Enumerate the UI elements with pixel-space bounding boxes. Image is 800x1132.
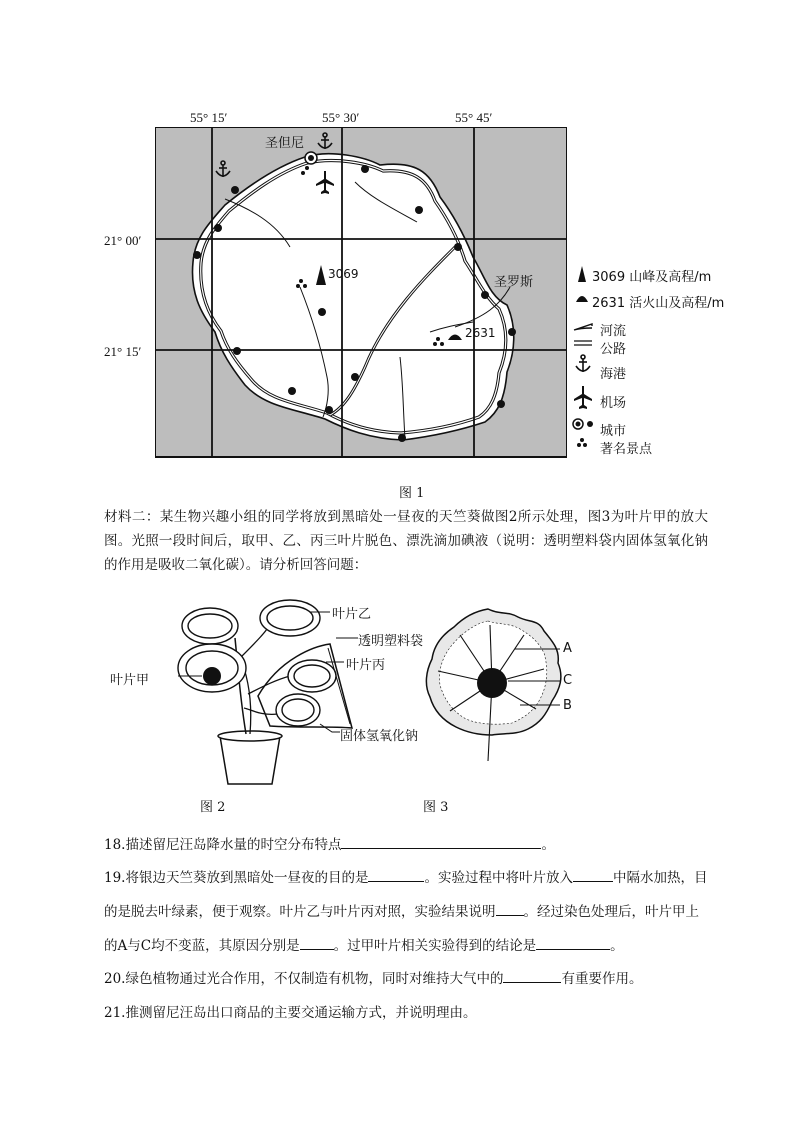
label-leaf-bing: 叶片丙 bbox=[346, 658, 386, 673]
q19-text-1: 19.将银边天竺葵放到黑暗处一昼夜的目的是 bbox=[104, 870, 369, 886]
q20-text: 20.绿色植物通过光合作用，不仅制造有机物，同时对维持大气中的 bbox=[104, 971, 504, 987]
legend-road-icon bbox=[574, 341, 592, 345]
legend-city: 城市 bbox=[600, 424, 627, 439]
legend-volcano: 2631 活火山及高程/m bbox=[592, 296, 725, 311]
q18-end: 。 bbox=[541, 837, 555, 853]
label-peak: 3069 bbox=[328, 267, 359, 281]
q19-blank-2[interactable] bbox=[573, 867, 613, 882]
plant-figure bbox=[140, 598, 410, 788]
q18-answer-blank[interactable] bbox=[341, 834, 541, 849]
label-plastic-bag: 透明塑料袋 bbox=[358, 634, 424, 649]
question-19-line-2 bbox=[104, 900, 699, 920]
legend-river-icon bbox=[574, 324, 592, 330]
question-19-line-3 bbox=[104, 934, 624, 954]
label-b: B bbox=[563, 698, 572, 713]
legend-airport-icon bbox=[574, 386, 592, 409]
figure-2-caption: 图 2 bbox=[200, 800, 226, 815]
flower-pot bbox=[220, 736, 280, 784]
legend-icons bbox=[570, 266, 594, 466]
q19-blank-5[interactable] bbox=[536, 935, 610, 950]
q19-text-4: 的是脱去叶绿素，便于观察。叶片乙与叶片丙对照，实验结果说明 bbox=[104, 904, 496, 920]
legend-airport: 机场 bbox=[600, 396, 627, 411]
legend-city-icon bbox=[573, 419, 593, 429]
label-leaf-jia: 叶片甲 bbox=[110, 673, 150, 688]
question-21: 21.推测留尼汪岛出口商品的主要交通运输方式，并说明理由。 bbox=[104, 1005, 477, 1021]
label-naoh: 固体氢氧化钠 bbox=[340, 729, 419, 744]
label-leaf-yi: 叶片乙 bbox=[332, 607, 372, 622]
figure-3-caption: 图 3 bbox=[423, 800, 449, 815]
q19-blank-4[interactable] bbox=[300, 935, 334, 950]
leaf-black-disc bbox=[477, 668, 507, 698]
material-2-paragraph: 材料二：某生物兴趣小组的同学将放到黑暗处一昼夜的天竺葵做图2所示处理，图3为叶片甲的放大图。光照一段时间后，取甲、乙、丙三叶片脱色、漂洗滴加碘液（说明：透明塑料袋内固体氢氧化钠的作用是吸收二氧化碳）。请分析回答问题： bbox=[104, 509, 708, 573]
q19-text-3: 中隔水加热，目 bbox=[612, 870, 708, 886]
q18-text: 18.描述留尼汪岛降水量的时空分布特点 bbox=[104, 837, 342, 853]
legend-road: 公路 bbox=[600, 342, 627, 357]
legend-peak: 3069 山峰及高程/m bbox=[592, 270, 712, 285]
leaf-jia-black-spot bbox=[203, 667, 221, 685]
lon-label-3: 55° 45′ bbox=[455, 110, 493, 125]
legend-scenic: 著名景点 bbox=[600, 442, 653, 457]
question-20 bbox=[104, 967, 642, 987]
island-map bbox=[155, 127, 567, 459]
q19-text-2: 。实验过程中将叶片放入 bbox=[424, 870, 573, 886]
q19-blank-1[interactable] bbox=[368, 867, 424, 882]
q20-blank[interactable] bbox=[503, 968, 561, 983]
legend-harbor-icon bbox=[576, 355, 590, 372]
q19-text-8: 。 bbox=[610, 938, 624, 954]
question-19-line-1 bbox=[104, 866, 707, 886]
q19-text-5: 。经过染色处理后，叶片甲上 bbox=[523, 904, 699, 920]
q19-blank-3[interactable] bbox=[496, 901, 524, 916]
figure-1-caption: 图 1 bbox=[399, 486, 425, 501]
legend-harbor: 海港 bbox=[600, 367, 627, 382]
legend-peak-icon bbox=[578, 266, 586, 282]
lat-label-2: 21° 15′ bbox=[104, 344, 142, 359]
question-18 bbox=[104, 833, 555, 853]
leaf-figure bbox=[420, 605, 573, 765]
label-c: C bbox=[563, 673, 573, 688]
lon-label-2: 55° 30′ bbox=[322, 110, 360, 125]
q19-text-6: 的A与C均不变蓝，其原因分别是 bbox=[104, 938, 300, 954]
label-saint-denis: 圣但尼 bbox=[265, 136, 305, 151]
capital-marker bbox=[305, 152, 317, 164]
lat-label-1: 21° 00′ bbox=[104, 233, 142, 248]
lon-label-1: 55° 15′ bbox=[190, 110, 228, 125]
legend-river: 河流 bbox=[600, 324, 627, 339]
label-volcano: 2631 bbox=[465, 326, 496, 340]
legend-volcano-icon bbox=[576, 296, 588, 302]
q19-text-7: 。过甲叶片相关实验得到的结论是 bbox=[333, 938, 537, 954]
legend-scenic-icon bbox=[577, 438, 587, 447]
label-saint-rose: 圣罗斯 bbox=[494, 275, 534, 290]
q20-end: 有重要作用。 bbox=[561, 971, 643, 987]
label-a: A bbox=[563, 641, 572, 656]
